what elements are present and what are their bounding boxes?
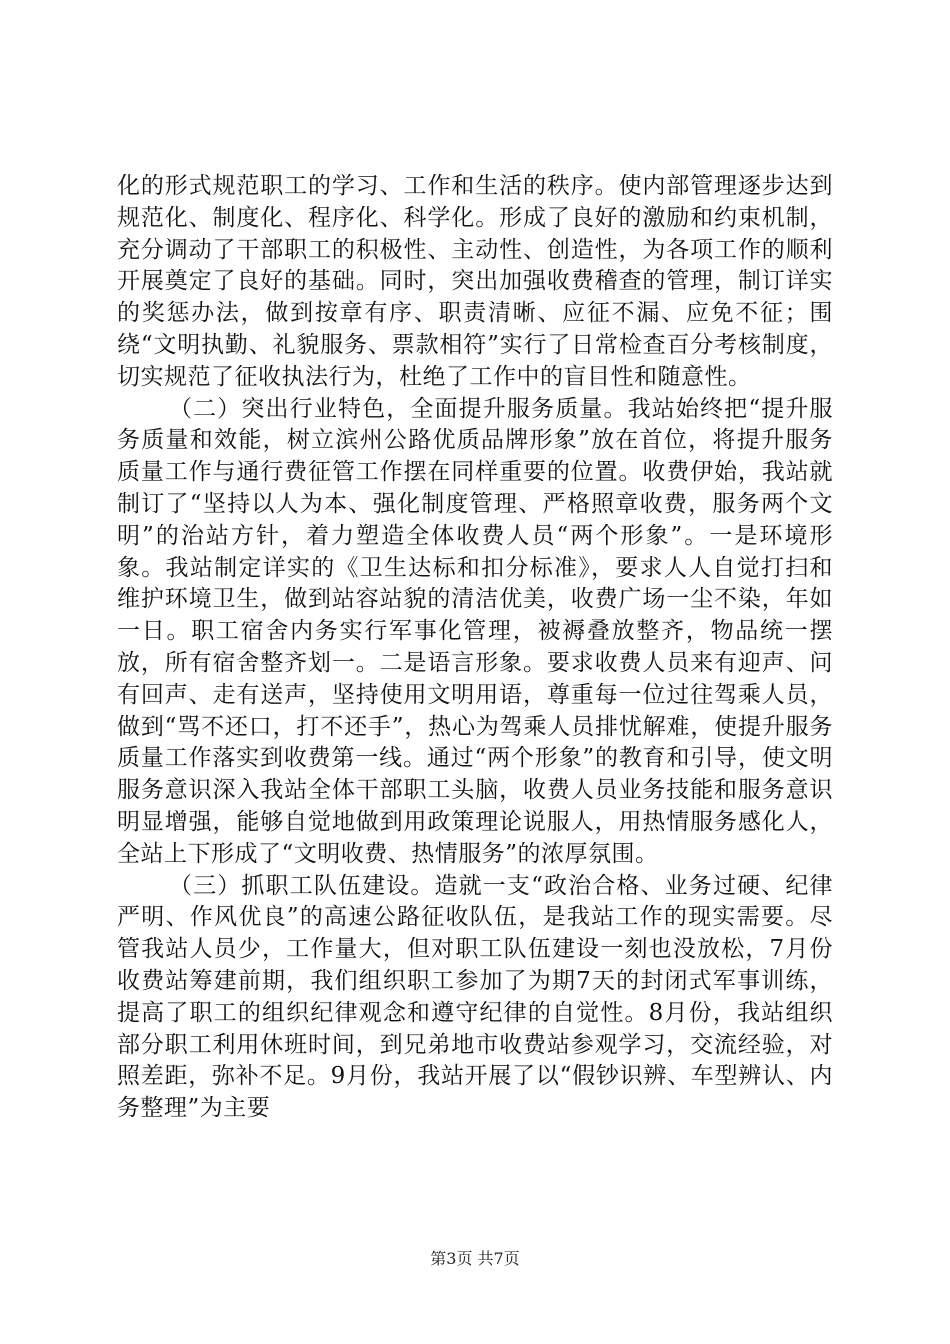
paragraph-1: 化的形式规范职工的学习、工作和生活的秩序。使内部管理逐步达到规范化、制度化、程序化、科学化。形成了良好的激励和约束机制，充分调动了干部职工的积极性、主动性、创造性，为各项工作的顺利开展奠定了良好的基础。同时，突出加强收费稽查的管理，制订详实的奖惩办法，做到按章有序、职责清晰、应征不漏、应免不征；围绕“文明执勤、礼貌服务、票款相符”实行了日常检查百分考核制度，切实规范了征收执法行为，杜绝了工作中的盲目性和随意性。 (117, 173, 833, 390)
document-body (117, 171, 833, 1125)
page-footer: 第3页 共7页 (430, 1249, 520, 1268)
paragraph-2: （二）突出行业特色，全面提升服务质量。我站始终把“提升服务质量和效能，树立滨州公路优质品牌形象”放在首位，将提升服务质量工作与通行费征管工作摆在同样重要的位置。收费伊始，我站就制订了“坚持以人为本、强化制度管理、严格照章收费，服务两个文明”的治站方针，着力塑造全体收费人员“两个形象”。一是环境形象。我站制定详实的《卫生达标和扣分标准》，要求人人自觉打扫和维护环境卫生，做到站容站貌的清洁优美，收费广场一尘不染，年如一日。职工宿舍内务实行军事化管理，被褥叠放整齐，物品统一摆放，所有宿舍整齐划一。二是语言形象。要求收费人员来有迎声、问有回声、走有送声，坚持使用文明用语，尊重每一位过往驾乘人员，做到“骂不还口，打不还手”，热心为驾乘人员排忧解难，使提升服务质量工作落实到收费第一线。通过“两个形象”的教育和引导，使文明服务意识深入我站全体干部职工头脑，收费人员业务技能和服务意识明显增强，能够自觉地做到用政策理论说服人，用热情服务感化人，全站上下形成了“文明收费、热情服务”的浓厚氛围。 (117, 395, 833, 867)
paragraph-3: （三）抓职工队伍建设。造就一支“政治合格、业务过硬、纪律严明、作风优良”的高速公路征收队伍，是我站工作的现实需要。尽管我站人员少，工作量大，但对职工队伍建设一刻也没放松，7月份收费站筹建前期，我们组织职工参加了为期7天的封闭式军事训练，提高了职工的组织纪律观念和遵守纪律的自觉性。8月份，我站组织部分职工利用休班时间，到兄弟地市收费站参观学习，交流经验，对照差距，弥补不足。9月份，我站开展了以“假钞识辨、车型辨认、内务整理”为主要 (117, 872, 833, 1122)
